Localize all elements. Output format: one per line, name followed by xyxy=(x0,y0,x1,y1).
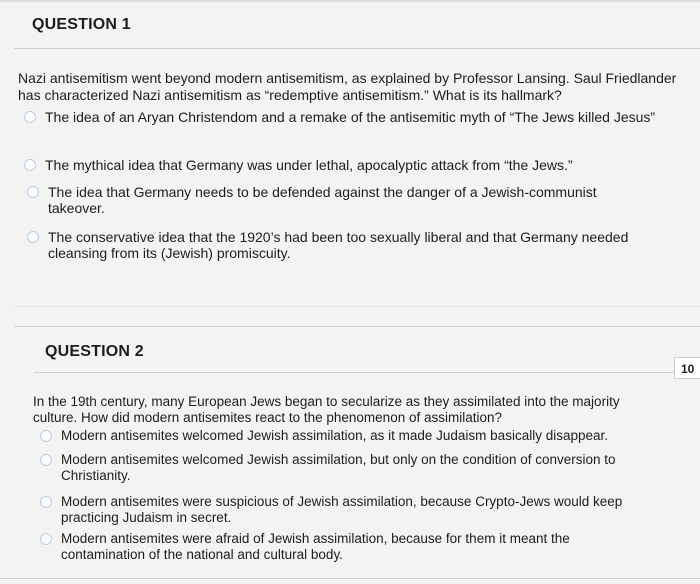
question-2-option-3[interactable] xyxy=(40,494,640,526)
section-divider xyxy=(14,306,700,307)
bottom-divider xyxy=(0,578,700,579)
question-2-header: QUESTION 2 xyxy=(45,343,144,360)
option-label: Modern antisemites were suspicious of Jewish assimilation, because Crypto-Jews would keep practicing Judaism in secret. xyxy=(61,494,623,525)
option-label: Modern antisemites welcomed Jewish assimilation, as it made Judaism basically disappear. xyxy=(61,428,608,443)
option-label: Modern antisemites welcomed Jewish assimilation, but only on the condition of conversion to Christianity. xyxy=(61,452,616,483)
question-1-text: Nazi antisemitism went beyond modern antisemitism, as explained by Professor Lansing. Saul Friedlander has characterized Nazi antisemitism as “redemptive antisemitism.” What is its hallmark? xyxy=(18,70,677,103)
question-1-divider xyxy=(14,48,700,49)
option-label: Modern antisemites were afraid of Jewish assimilation, because for them it meant the contamination of the national and cultural body. xyxy=(61,531,570,562)
radio-button[interactable] xyxy=(40,430,52,442)
points-badge: 10 xyxy=(674,357,700,379)
question-2-top-divider xyxy=(14,326,700,327)
radio-button[interactable] xyxy=(27,231,39,243)
question-1-option-3[interactable] xyxy=(27,184,637,216)
question-2-divider xyxy=(34,372,674,373)
question-2-option-4[interactable] xyxy=(40,531,600,563)
radio-button[interactable] xyxy=(40,533,52,545)
radio-button[interactable] xyxy=(24,111,36,123)
question-1-option-2[interactable] xyxy=(24,157,664,173)
option-label: The idea of an Aryan Christendom and a remake of the antisemitic myth of “The Jews killed Jesus” xyxy=(45,109,656,125)
question-2-option-1[interactable] xyxy=(40,428,660,444)
option-label: The mythical idea that Germany was under lethal, apocalyptic attack from “the Jews.” xyxy=(45,157,573,173)
option-label: The conservative idea that the 1920’s had been too sexually liberal and that Germany needed cleansing from its (Jewish) promiscuity. xyxy=(48,229,629,261)
question-1-option-1[interactable] xyxy=(24,109,664,125)
radio-button[interactable] xyxy=(40,454,52,466)
question-1-header: QUESTION 1 xyxy=(32,16,131,33)
question-1-option-4[interactable] xyxy=(27,229,667,261)
question-2-text: In the 19th century, many European Jews began to secularize as they assimilated into the majority culture. How did modern antisemites react to the phenomenon of assimilation? xyxy=(33,394,620,425)
radio-button[interactable] xyxy=(27,186,39,198)
radio-button[interactable] xyxy=(40,496,52,508)
top-divider xyxy=(0,0,700,2)
radio-button[interactable] xyxy=(24,159,36,171)
option-label: The idea that Germany needs to be defended against the danger of a Jewish-communist takeover. xyxy=(48,184,597,216)
question-2-option-2[interactable] xyxy=(40,452,640,484)
